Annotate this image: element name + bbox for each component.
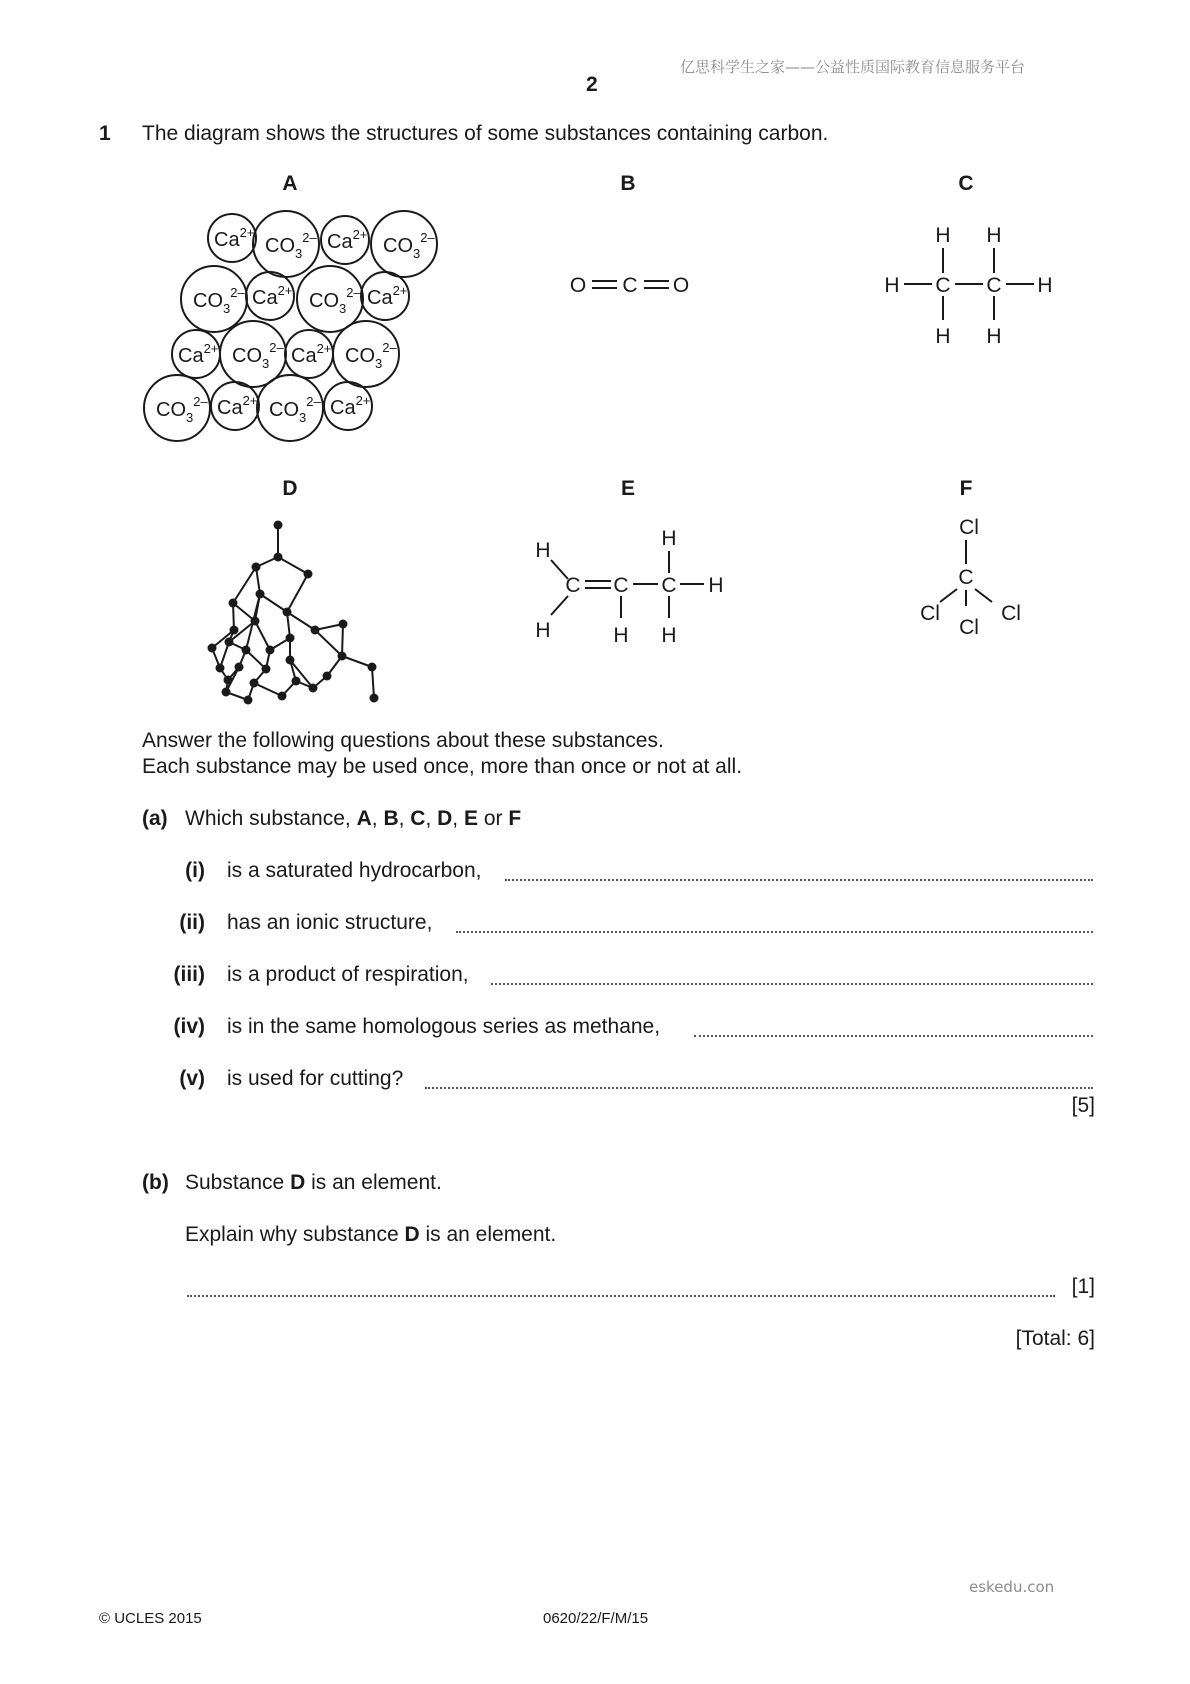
carbonate-label: $CO_3^{2-}$ — [383, 230, 435, 261]
label-b: B — [620, 172, 636, 195]
answer-line-ii[interactable] — [456, 929, 1093, 933]
carbonate-label: $CO_3^{2-}$ — [269, 394, 321, 425]
calcium-ion — [208, 214, 256, 262]
atom-c: C — [565, 574, 581, 597]
carbon-atom — [370, 694, 379, 703]
bond — [260, 594, 287, 612]
carbonate-label: $CO_3^{2-}$ — [232, 340, 284, 371]
atom-c: C — [622, 274, 638, 297]
carbon-atom — [309, 684, 318, 693]
bond — [342, 624, 343, 656]
atom-h: H — [986, 224, 1002, 247]
carbonate-label: $CO_3^{2-}$ — [156, 394, 208, 425]
atom-h: H — [884, 274, 900, 297]
carbon-atom — [256, 590, 265, 599]
part-b-statement — [185, 1171, 442, 1195]
bond — [254, 683, 282, 696]
carbon-atom — [244, 696, 253, 705]
instruction-line-1: Answer the following questions about these substances. — [142, 729, 664, 752]
carbon-atom — [338, 652, 347, 661]
label-a: A — [282, 172, 298, 195]
carbon-atom — [224, 676, 233, 685]
calcium-ion — [246, 272, 294, 320]
item-iv-text: is in the same homologous series as methane, — [227, 1015, 661, 1038]
atom-c: C — [935, 274, 951, 297]
calcium-ion — [321, 216, 369, 264]
item-iv-number: (iv) — [173, 1015, 205, 1038]
carbon-atom — [235, 663, 244, 672]
carbon-atom — [251, 617, 260, 626]
atom-c: C — [958, 566, 974, 589]
carbon-atom — [262, 665, 271, 674]
part-b-marks: [1] — [1071, 1275, 1095, 1298]
answer-line-v[interactable] — [425, 1085, 1093, 1089]
bond — [233, 567, 256, 603]
carbon-atom — [252, 563, 261, 572]
carbon-atom — [266, 646, 275, 655]
carbonate-ion — [257, 375, 323, 441]
part-b-instruction — [185, 1223, 556, 1247]
item-v-number: (v) — [179, 1067, 205, 1090]
atom-h: H — [986, 325, 1002, 348]
atom-h: H — [661, 527, 677, 550]
atom-c: C — [613, 574, 629, 597]
atom-cl: Cl — [959, 616, 979, 639]
option-e: E — [463, 807, 478, 830]
option-b: B — [383, 807, 399, 830]
atom-cl: Cl — [920, 602, 940, 625]
calcium-label: $Ca^{2+}$ — [367, 283, 408, 309]
calcium-label: $Ca^{2+}$ — [178, 341, 219, 367]
item-iii-number: (iii) — [173, 963, 205, 986]
option-d: D — [437, 807, 453, 830]
atom-h: H — [661, 624, 677, 647]
structure-f-tetrachloromethane — [920, 516, 1021, 639]
carbon-atom — [292, 677, 301, 686]
question-number: 1 — [99, 122, 111, 145]
item-i-text: is a saturated hydrocarbon, — [227, 859, 482, 882]
carbonate-ion — [371, 211, 437, 277]
carbon-atom — [274, 553, 283, 562]
or-word: or — [483, 807, 503, 830]
question-intro: The diagram shows the structures of some substances containing carbon. — [142, 122, 829, 145]
calcium-ion — [324, 382, 372, 430]
page-number: 2 — [586, 73, 598, 96]
calcium-label: $Ca^{2+}$ — [214, 225, 255, 251]
carbonate-ion — [297, 266, 363, 332]
carbon-atom — [208, 644, 217, 653]
atom-h: H — [535, 619, 551, 642]
atom-h: H — [935, 224, 951, 247]
calcium-ion — [211, 382, 259, 430]
atom-o: O — [569, 274, 587, 297]
label-c: C — [958, 172, 974, 195]
structures-diagram — [0, 160, 1190, 710]
carbon-atom — [286, 656, 295, 665]
atom-h: H — [935, 325, 951, 348]
stem-prefix: Which substance, — [185, 807, 357, 830]
carbon-atom — [250, 679, 259, 688]
answer-line-i[interactable] — [505, 877, 1093, 881]
carbon-atom — [225, 638, 234, 647]
part-a-stem: Which substance, A, B, C, D, E or F — [185, 807, 522, 830]
substance-d: D — [290, 1171, 306, 1194]
atom-cl: Cl — [959, 516, 979, 539]
calcium-ion — [285, 330, 333, 378]
structure-b-carbon-dioxide — [570, 274, 689, 297]
atom-h: H — [1037, 274, 1053, 297]
carbon-atom — [323, 672, 332, 681]
option-a: A — [356, 807, 372, 830]
carbon-atom — [216, 664, 225, 673]
atom-cl: Cl — [1001, 602, 1021, 625]
carbon-atom — [230, 626, 239, 635]
carbon-atom — [242, 646, 251, 655]
atom-o: O — [672, 274, 690, 297]
part-b-label: (b) — [142, 1171, 169, 1194]
carbon-atom — [278, 692, 287, 701]
label-e: E — [620, 477, 636, 500]
carbonate-ion — [144, 375, 210, 441]
substance-d: D — [404, 1223, 420, 1246]
carbon-atom — [286, 634, 295, 643]
carbonate-ion — [333, 321, 399, 387]
carbon-atom — [229, 599, 238, 608]
statement-prefix: Substance — [185, 1171, 291, 1194]
instruction-prefix: Explain why substance — [185, 1223, 405, 1246]
item-v-text: is used for cutting? — [227, 1067, 404, 1090]
item-i-number: (i) — [185, 859, 205, 882]
answer-line-b[interactable] — [187, 1293, 1055, 1297]
carbonate-label: $CO_3^{2-}$ — [193, 285, 245, 316]
statement-suffix: is an element. — [305, 1171, 442, 1194]
carbon-atom — [222, 688, 231, 697]
watermark-bottom: eskedu.con — [969, 1578, 1055, 1596]
item-ii-number: (ii) — [179, 911, 205, 934]
total-marks: [Total: 6] — [1015, 1327, 1095, 1350]
bond — [315, 630, 342, 656]
watermark-top: 亿思科学生之家——公益性质国际教育信息服务平台 — [680, 58, 1026, 76]
bond — [372, 667, 374, 698]
instruction-suffix: is an element. — [419, 1223, 557, 1246]
carbonate-label: $CO_3^{2-}$ — [309, 285, 361, 316]
atom-h: H — [708, 574, 724, 597]
instruction-line-2: Each substance may be used once, more than once or not at all. — [142, 755, 743, 778]
answer-line-iii[interactable] — [491, 981, 1093, 985]
carbon-atom — [283, 608, 292, 617]
label-d: D — [282, 477, 298, 500]
option-c: C — [410, 807, 426, 830]
calcium-label: $Ca^{2+}$ — [327, 227, 368, 253]
part-a-marks: [5] — [1071, 1094, 1095, 1117]
structure-a-ionic-lattice — [144, 211, 437, 441]
option-f: F — [508, 807, 522, 830]
bond — [342, 656, 372, 667]
structure-d-diamond-network — [208, 521, 379, 705]
footer-paper-code: 0620/22/F/M/15 — [543, 1610, 649, 1627]
carbon-atom — [274, 521, 283, 530]
item-iii-text: is a product of respiration, — [227, 963, 469, 986]
bond — [255, 621, 270, 650]
calcium-ion — [361, 272, 409, 320]
calcium-label: $Ca^{2+}$ — [252, 283, 293, 309]
carbonate-ion — [253, 211, 319, 277]
structure-e-propene — [535, 527, 723, 647]
calcium-ion — [172, 330, 220, 378]
carbon-atom — [368, 663, 377, 672]
bond — [278, 557, 308, 574]
item-ii-text: has an ionic structure, — [227, 911, 433, 934]
calcium-label: $Ca^{2+}$ — [217, 393, 258, 419]
carbonate-label: $CO_3^{2-}$ — [345, 340, 397, 371]
atom-c: C — [986, 274, 1002, 297]
structure-c-ethane — [884, 224, 1052, 348]
label-f: F — [959, 477, 973, 500]
calcium-label: $Ca^{2+}$ — [291, 341, 332, 367]
atom-h: H — [613, 624, 629, 647]
carbonate-label: $CO_3^{2-}$ — [265, 230, 317, 261]
footer-copyright: © UCLES 2015 — [99, 1610, 202, 1627]
answer-line-iv[interactable] — [694, 1033, 1093, 1037]
atom-c: C — [661, 574, 677, 597]
carbon-atom — [304, 570, 313, 579]
atom-h: H — [535, 539, 551, 562]
carbon-atom — [311, 626, 320, 635]
carbon-atom — [339, 620, 348, 629]
bond — [287, 574, 308, 612]
bond — [287, 612, 315, 630]
carbonate-ion — [181, 266, 247, 332]
calcium-label: $Ca^{2+}$ — [330, 393, 371, 419]
part-a-label: (a) — [142, 807, 168, 830]
